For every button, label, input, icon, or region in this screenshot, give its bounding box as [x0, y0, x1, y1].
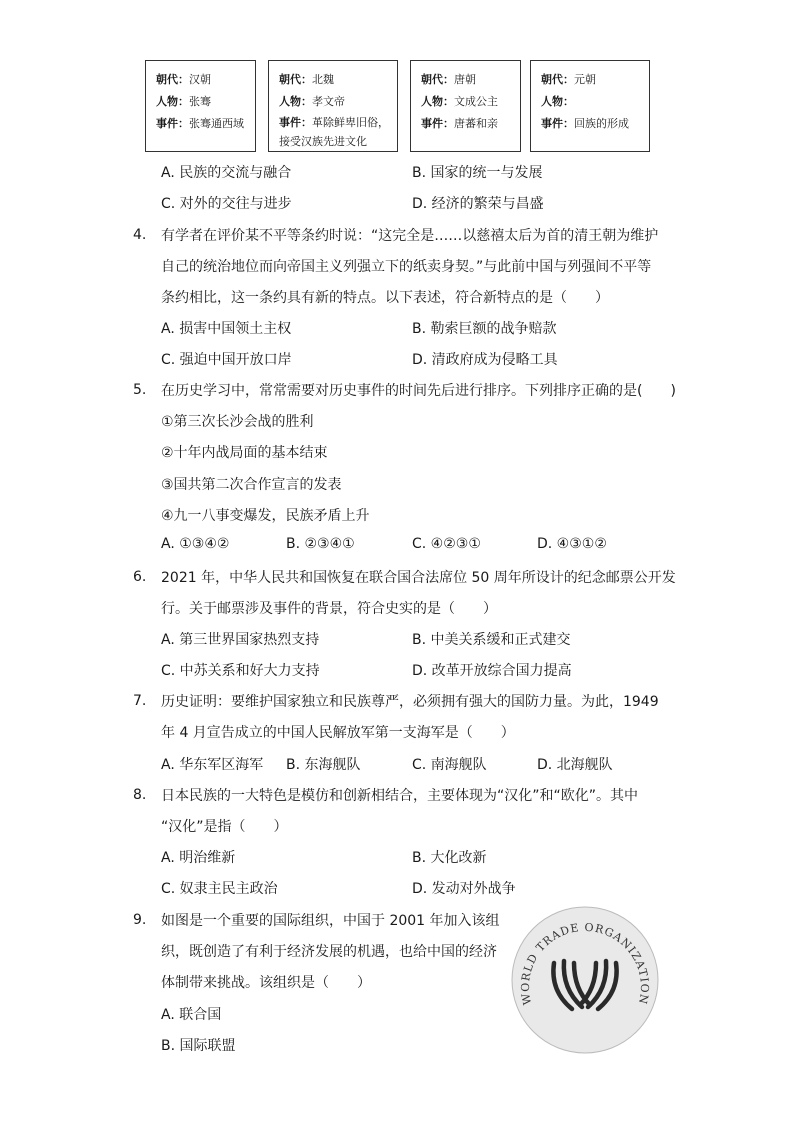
q5-item: ③国共第二次合作宣言的发表	[161, 477, 342, 493]
q7-stem-line: 年 4 月宣告成立的中国人民解放军第一支海军是（ ）	[161, 725, 515, 741]
card-event-row: 事件：革除鲜卑旧俗，接受汉族先进文化	[279, 116, 389, 148]
q7-option-a: A. 华东军区海军	[161, 757, 264, 773]
card-dynasty-row: 朝代：汉朝	[156, 73, 211, 86]
q8-option-c: C. 奴隶主民主政治	[161, 881, 278, 897]
q4-stem-line: 自己的统治地位而向帝国主义列强立下的纸卖身契。”与此前中国与列强间不平等	[161, 259, 652, 275]
q8-option-d: D. 发动对外战争	[412, 881, 516, 897]
q7-stem-line: 历史证明：要维护国家独立和民族尊严，必须拥有强大的国防力量。为此，1949	[161, 694, 659, 710]
q9-stem-line: 如图是一个重要的国际组织，中国于 2001 年加入该组	[161, 913, 500, 929]
q5-item: ④九一八事变爆发，民族矛盾上升	[161, 508, 370, 524]
q6-option-d: D. 改革开放综合国力提高	[412, 663, 572, 679]
card-dynasty-row: 朝代：唐朝	[421, 73, 476, 86]
q5-option-a: A. ①③④②	[161, 536, 230, 552]
q3-option-a: A. 民族的交流与融合	[161, 165, 292, 181]
q6-stem-line: 行。关于邮票涉及事件的背景，符合史实的是（ ）	[161, 601, 497, 617]
q5-option-d: D. ④③①②	[537, 536, 607, 552]
q4-option-d: D. 清政府成为侵略工具	[412, 352, 558, 368]
card-event-row: 事件：张骞通西域	[156, 117, 244, 130]
q7-option-b: B. 东海舰队	[286, 757, 361, 773]
q9-option-b: B. 国际联盟	[161, 1038, 236, 1054]
q4-option-a: A. 损害中国领土主权	[161, 321, 292, 337]
card-person-row: 人物：张骞	[156, 95, 211, 108]
q9-stem-line: 体制带来挑战。该组织是（ ）	[161, 975, 371, 991]
q6-stem-line: 2021 年，中华人民共和国恢复在联合国合法席位 50 周年所设计的纪念邮票公开发	[161, 570, 676, 586]
q9-stem-line: 织，既创造了有利于经济发展的机遇，也给中国的经济	[161, 944, 497, 960]
q8-option-b: B. 大化改新	[412, 850, 487, 866]
q7-option-d: D. 北海舰队	[537, 757, 613, 773]
q7-number: 7.	[133, 693, 147, 709]
card-person-row: 人物：孝文帝	[279, 95, 345, 108]
q7-option-c: C. 南海舰队	[412, 757, 487, 773]
card-tang	[410, 60, 521, 152]
q3-option-c: C. 对外的交往与进步	[161, 196, 292, 212]
q5-item: ②十年内战局面的基本结束	[161, 445, 328, 461]
q9-option-a: A. 联合国	[161, 1007, 222, 1023]
q6-number: 6.	[133, 569, 147, 585]
card-event-row: 事件：唐蕃和亲	[421, 117, 498, 130]
q5-item: ①第三次长沙会战的胜利	[161, 414, 314, 430]
card-person-row: 人物：文成公主	[421, 95, 498, 108]
q4-stem-line: 条约相比，这一条约具有新的特点。以下表述，符合新特点的是（ ）	[161, 290, 609, 306]
q6-option-a: A. 第三世界国家热烈支持	[161, 632, 320, 648]
q4-option-b: B. 勒索巨额的战争赔款	[412, 321, 557, 337]
q6-option-c: C. 中苏关系和好大力支持	[161, 663, 320, 679]
q4-option-c: C. 强迫中国开放口岸	[161, 352, 292, 368]
card-han	[145, 60, 256, 152]
q5-option-c: C. ④②③①	[412, 536, 481, 552]
q3-option-b: B. 国家的统一与发展	[412, 165, 543, 181]
q4-number: 4.	[133, 227, 147, 243]
card-beiwei	[268, 60, 398, 152]
q5-number: 5.	[133, 382, 147, 398]
card-person-row: 人物：	[541, 95, 574, 108]
q8-stem-line: 日本民族的一大特色是模仿和创新相结合，主要体现为“汉化”和“欧化”。其中	[161, 788, 639, 804]
card-yuan	[530, 60, 650, 152]
q9-number: 9.	[133, 912, 147, 928]
q8-option-a: A. 明治维新	[161, 850, 236, 866]
wto-logo	[510, 905, 660, 1055]
q4-stem-line: 有学者在评价某不平等条约时说：“这完全是……以慈禧太后为首的清王朝为维护	[161, 228, 659, 244]
q3-option-d: D. 经济的繁荣与昌盛	[412, 196, 544, 212]
q8-stem-line: “汉化”是指（ ）	[161, 819, 288, 835]
card-dynasty-row: 朝代：元朝	[541, 73, 596, 86]
card-dynasty-row: 朝代：北魏	[279, 73, 334, 86]
q6-option-b: B. 中美关系缓和正式建交	[412, 632, 571, 648]
wto-logo-text: WORLD TRADE ORGANIZATION	[518, 920, 652, 1007]
q5-stem: 在历史学习中，常常需要对历史事件的时间先后进行排序。下列排序正确的是( )	[161, 383, 676, 399]
card-event-row: 事件：回族的形成	[541, 117, 629, 130]
q5-option-b: B. ②③④①	[286, 536, 355, 552]
q8-number: 8.	[133, 787, 147, 803]
